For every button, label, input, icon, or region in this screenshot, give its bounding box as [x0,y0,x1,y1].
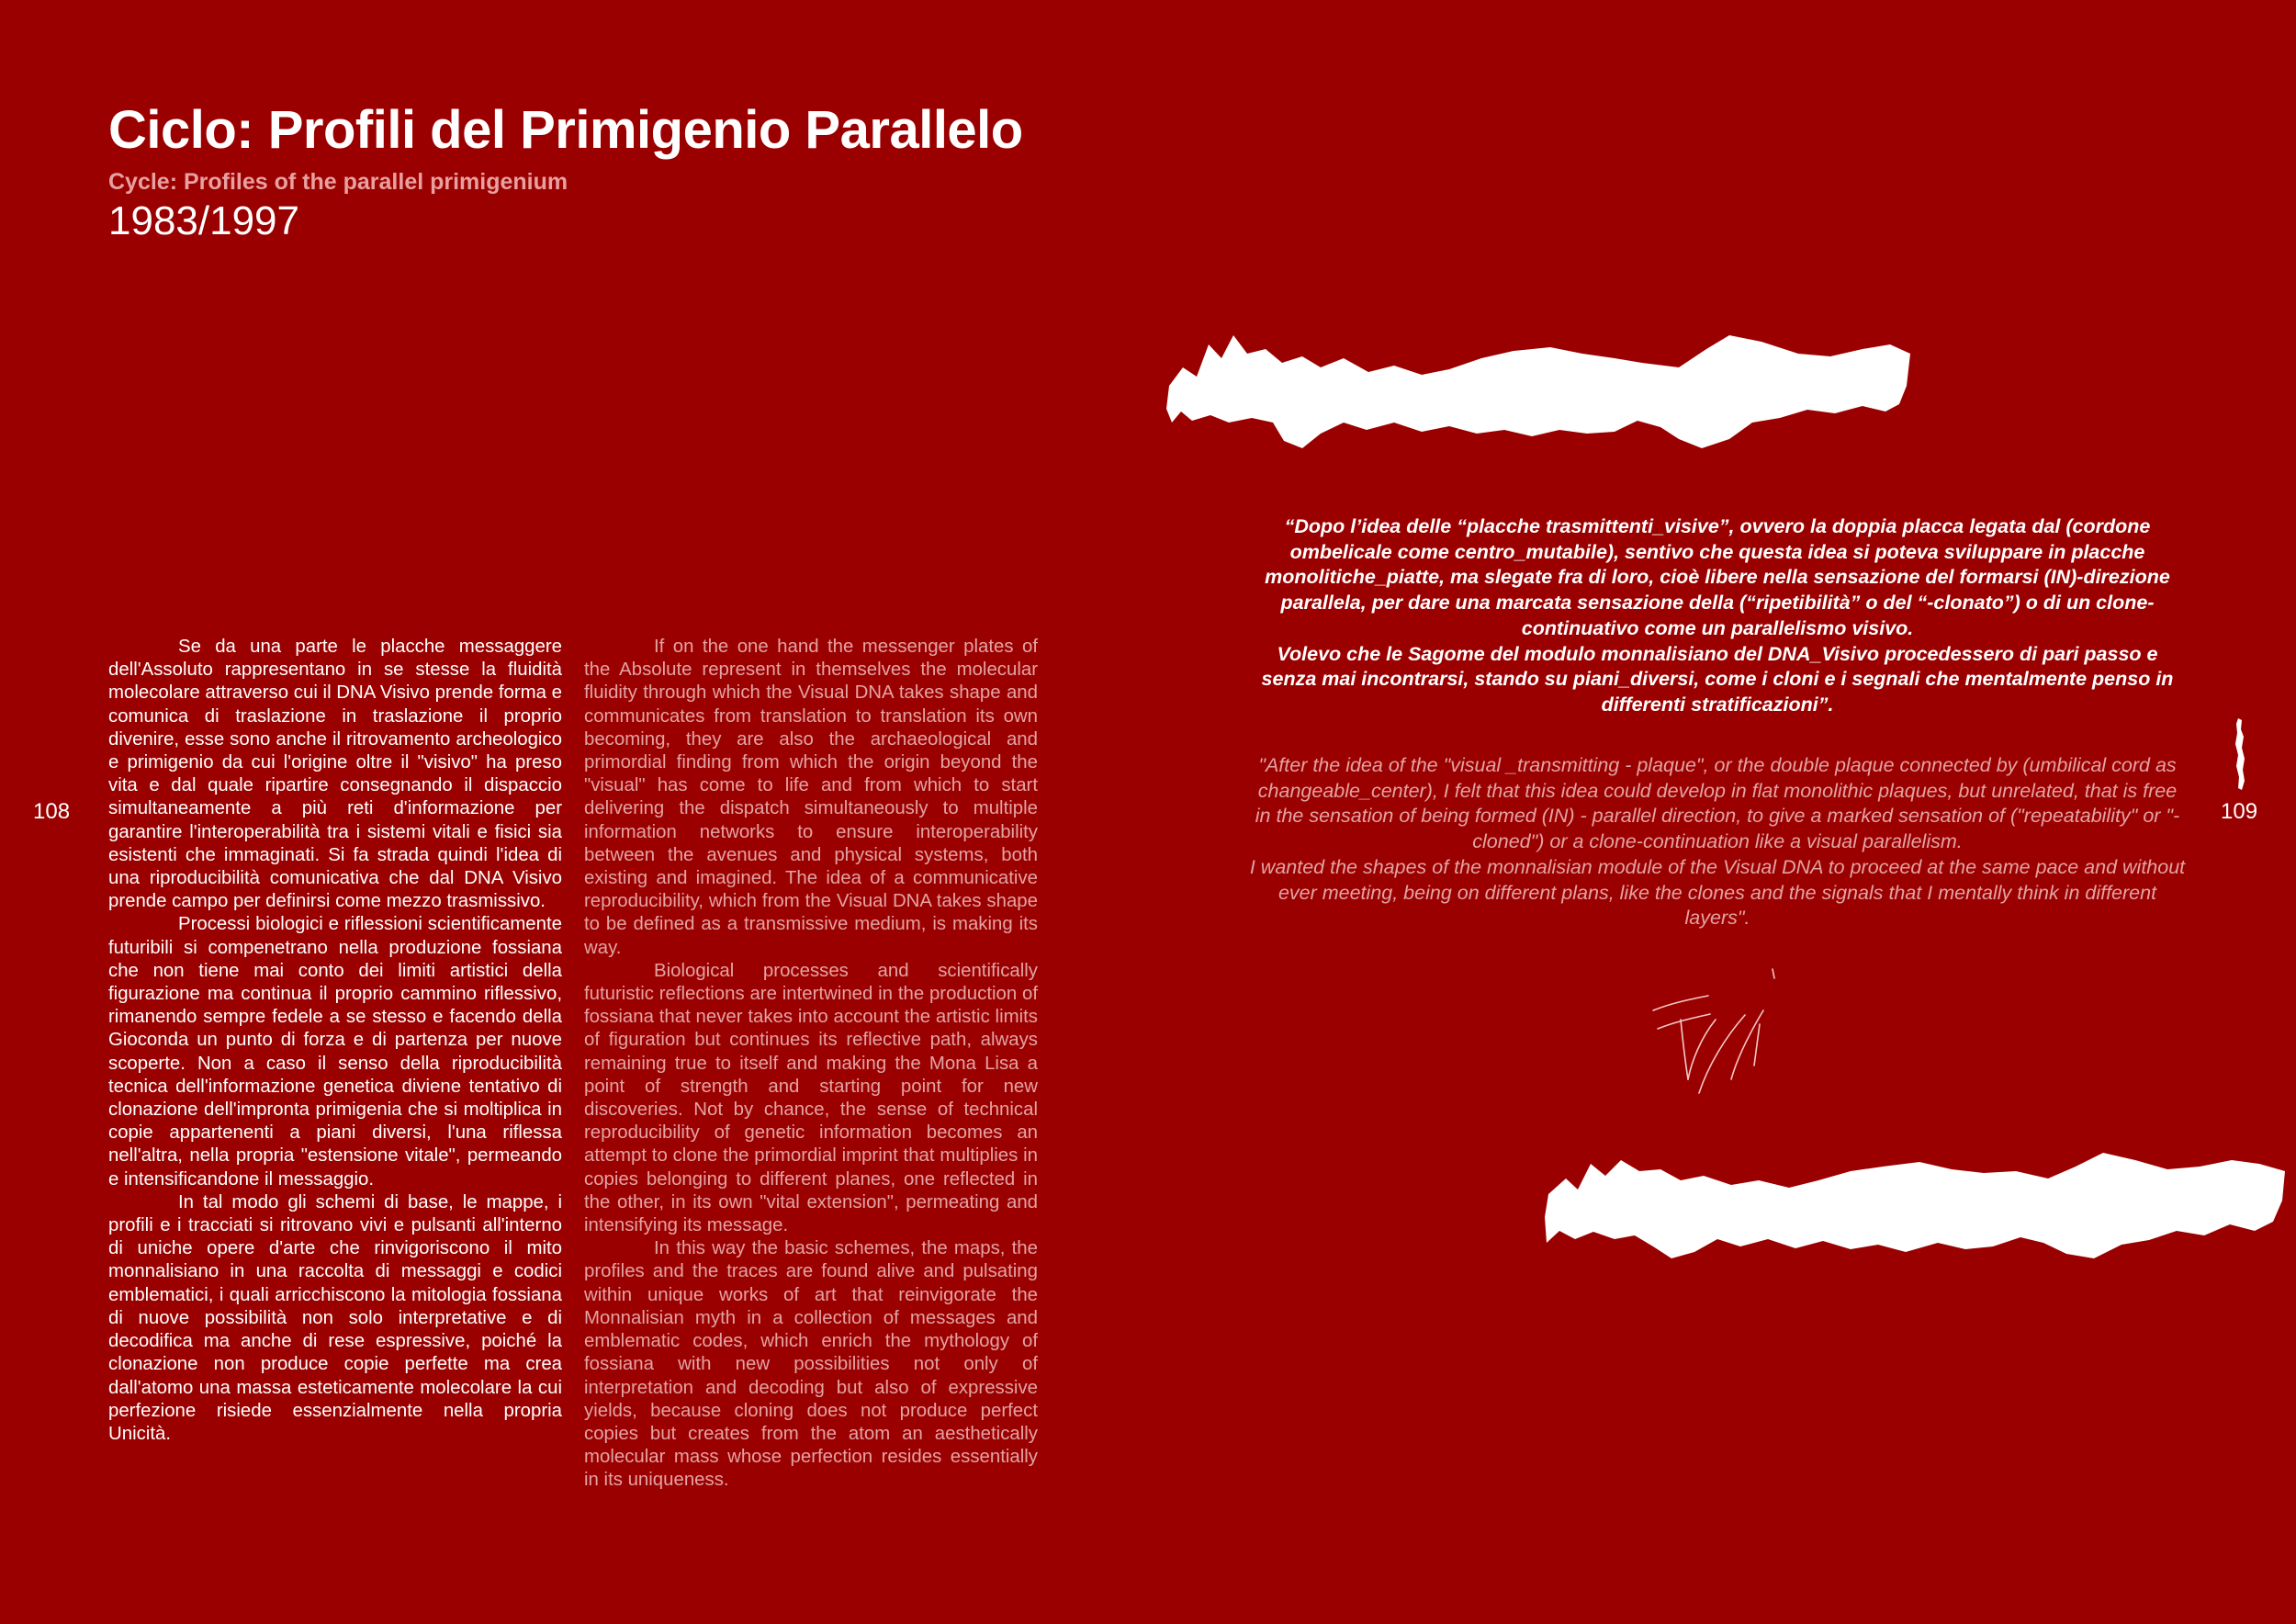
page-number-left: 108 [33,799,71,824]
page-subtitle: Cycle: Profiles of the parallel primigenium [108,169,568,195]
artist-quote-italian [1249,514,2186,718]
page-title: Ciclo: Profili del Primigenio Parallelo [108,100,1023,160]
profile-shape-lower [1543,1144,2289,1268]
quote-english-line: "After the idea of the "visual _transmitting - plaque", or the double plaque connected by (umbilical cord as changeable_center), I felt that this idea could develop in flat monolithic plaques, but unrelated, that is free in the sensation of being formed (IN) - parallel direction, to give a marked sensation of ("repeatability" or "-cloned") or a clone-continuation like a visual parallelism. [1255,754,2180,853]
italian-paragraph: Processi biologici e riflessioni scientificamente futuribili si compenetrano nella produzione fossiana che non tiene mai conto dei limiti artistici della figurazione ma continua il proprio cammino riflessivo, rimanendo sempre fedele a se stesso e facendo della Gioconda un punto di forza e di partenza per nuove scoperte. Non a caso il senso della riproducibilità tecnica dell'informazione genetica diviene tentativo di clonazione dell'impronta primigenia che si moltiplica in copie appartenenti a piani diversi, l'una riflessa nell'altra, nella propria "estensione vitale", permeando e intensificandone il messaggio. [108,914,562,1190]
english-text-column [584,636,1038,1493]
english-paragraph: In this way the basic schemes, the maps, the profiles and the traces are found alive and pulsating within unique works of art that reinvigorate the Monnalisian myth in a collection of messages and emblematic codes, which enrich the mythology of fossiana with new possibilities not only of interpretation and decoding but also of expressive yields, because cloning does not produce perfect copies but creates from the atom an aesthetically molecular mass whose perfection resides essentially in its uniqueness. [584,1238,1038,1491]
italian-text-column [108,636,562,1446]
quote-italian-line: Volevo che le Sagome del modulo monnalisiano del DNA_Visivo procedessero di pari passo e senza mai incontrarsi, stando su piani_diversi, come i cloni e i segnali che mentalmente penso in differenti stratificazioni”. [1261,642,2174,716]
page-number-right: 109 [2221,799,2258,824]
english-paragraph: Biological processes and scientifically futuristic reflections are intertwined in the production of fossiana that never takes into account the artistic limits of figuration but continues its reflective path, always remaining true to itself and making the Mona Lisa a point of strength and starting point for new discoveries. Not by chance, the sense of technical reproducibility of genetic information becomes an attempt to clone the primordial imprint that multiplies in copies belonging to different planes, one reflected in the other, in its own "vital extension", permeating and intensifying its message. [584,960,1038,1236]
artist-signature [1644,964,1795,1107]
quote-italian-line: “Dopo l’idea delle “placche trasmittenti_visive”, ovvero la doppia placca legata dal (cordone ombelicale come centro_mutabile), sentivo che questa idea si poteva sviluppare in placche monolitiche_piatte, ma slegate fra di loro, cioè libere nella sensazione del formarsi (IN)-direzione parallela, per dare una marcata sensazione della (“ripetibilità” o del “-clonato”) o di un clone-continuativo come un parallelismo visivo. [1265,515,2170,639]
artist-quote-english [1249,753,2186,931]
italian-paragraph: Se da una parte le placche messaggere dell'Assoluto rappresentano in se stesse la fluidità molecolare attraverso cui il DNA Visivo prende forma e comunica di traslazione in traslazione il proprio divenire, esse sono anche il ritrovamento archeologico e primigenio da cui l'origine oltre il "visivo" ha preso vita e dal quale ripartire consegnando il dispaccio simultaneamente a più reti d'informazione per garantire l'interoperabilità tra i sistemi vitali e fisici sia esistenti che immaginati. Si fa strada quindi l'idea di una riproducibilità comunicativa che dal DNA Visivo prende campo per definirsi come mezzo trasmissivo. [108,637,562,912]
italian-paragraph: In tal modo gli schemi di base, le mappe, i profili e i tracciati si ritrovano vivi e pulsanti all'interno di uniche opere d'arte che rinvigoriscono il mito monnalisiano in una raccolta di messaggi e codici emblematici, i quali arricchiscono la mitologia fossiana di nuove possibilità non solo interpretative e di decodifica ma anche di rese espressive, poiché la clonazione non produce copie perfette ma crea dall'atomo una massa esteticamente molecolare la cui perfezione risiede essenzialmente nella propria Unicità. [108,1191,562,1444]
vertical-mark [2234,716,2246,792]
profile-shape-upper [1165,331,1913,455]
english-paragraph: If on the one hand the messenger plates of the Absolute represent in themselves the molecular fluidity through which the Visual DNA takes shape and communicates from translation to translation its own becoming, they are also the archaeological and primordial finding from which the origin beyond the "visual" has come to life and from which to start delivering the dispatch simultaneously to multiple information networks to ensure interoperability between the avenues and physical systems, both existing and imagined. The idea of a communicative reproducibility, which from the Visual DNA takes shape to be defined as a transmissive medium, is making its way. [584,637,1038,958]
quote-english-line: I wanted the shapes of the monnalisian module of the Visual DNA to proceed at the same pace and without ever meeting, being on different plans, like the clones and the signals that I mentally think in different layers". [1249,855,2186,930]
years-range: 1983/1997 [108,198,299,243]
